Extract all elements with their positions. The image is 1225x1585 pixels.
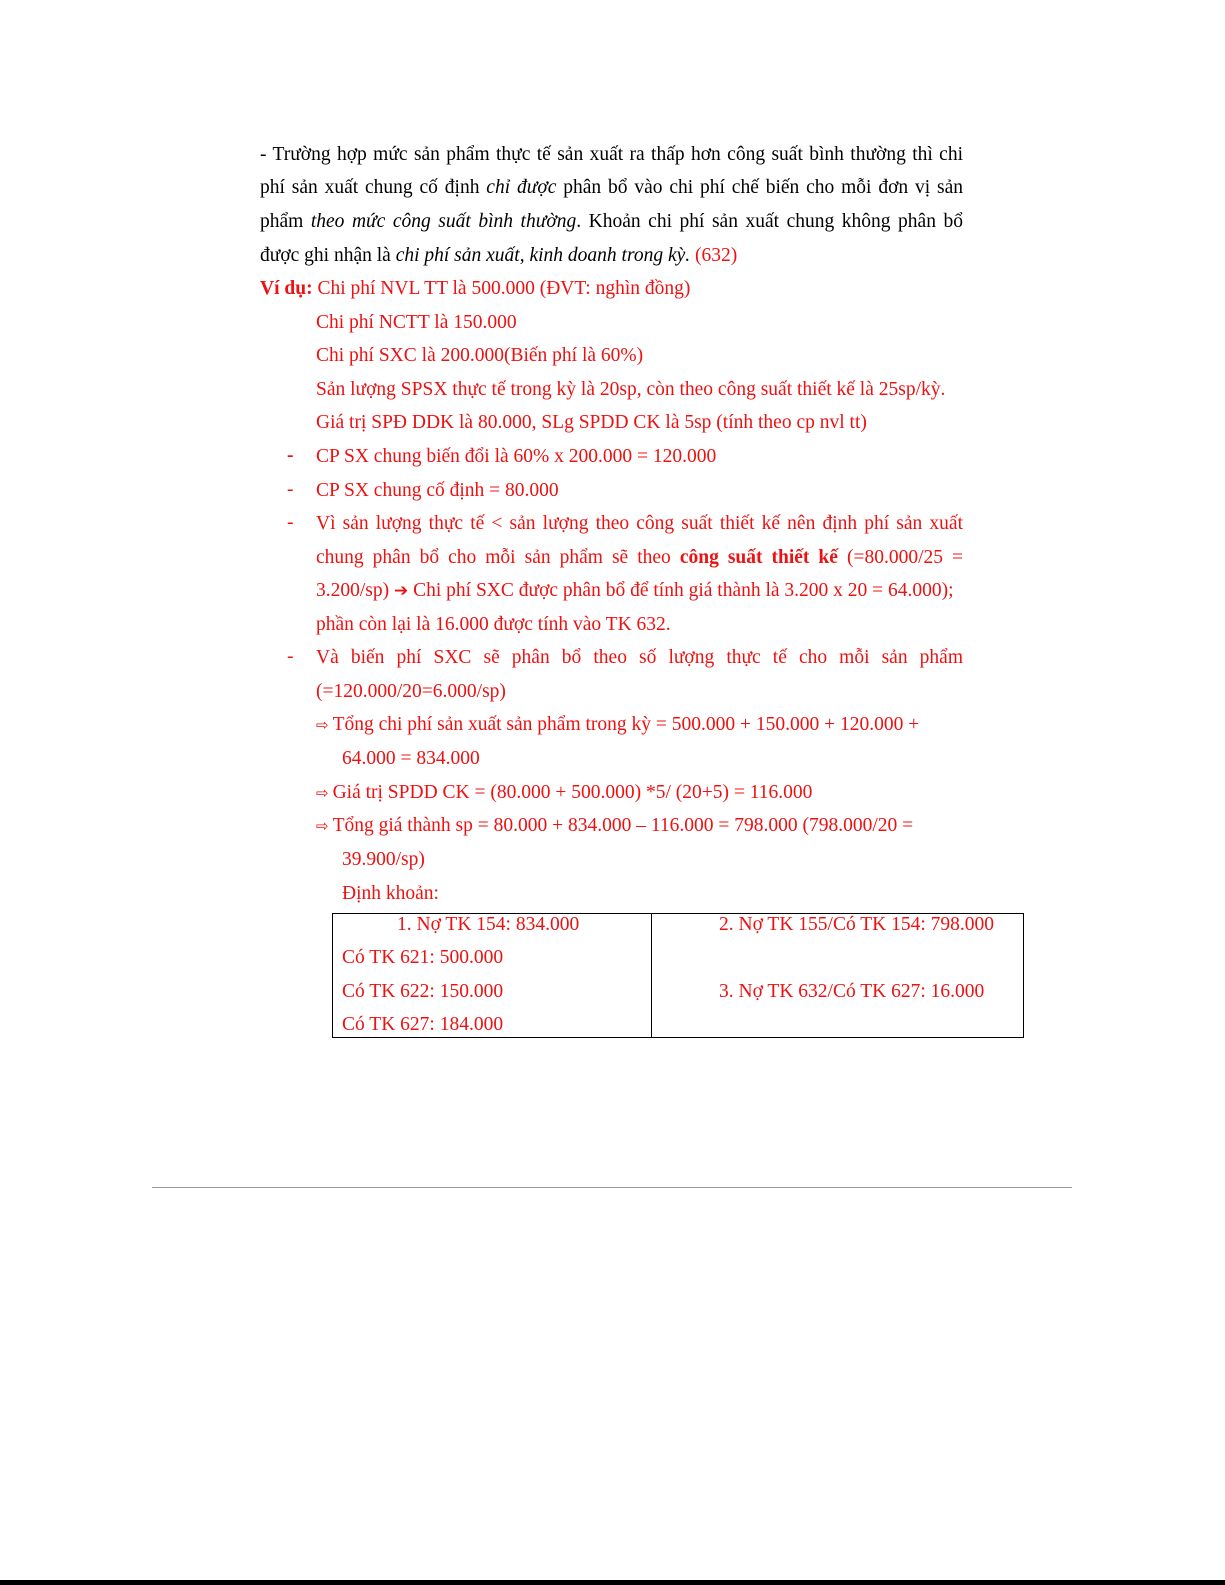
para-italic: theo mức công suất bình thường [310, 211, 577, 232]
example-text: Chi phí NVL TT là 500.000 (ĐVT: nghìn đồng) [312, 278, 691, 299]
hollow-right-arrow-icon: ⇨ [316, 784, 329, 802]
bullet-text: 3.200/sp) [316, 580, 394, 601]
example-line-5: Giá trị SPĐ DDK là 80.000, SLg SPDD CK là 5sp (tính theo cp nvl tt) [316, 412, 867, 433]
table-cell-credit-621: Có TK 621: 500.000 [342, 947, 504, 968]
result-text: Tổng giá thành sp = 80.000 + 834.000 – 116.000 = 798.000 (798.000/20 = [332, 815, 914, 836]
hollow-right-arrow-icon: ⇨ [316, 817, 329, 835]
bullet-2: CP SX chung cố định = 80.000 [316, 480, 559, 501]
para-line-3 [260, 210, 963, 234]
bullet-dash: - [287, 445, 294, 466]
example-label: Ví dụ: [260, 278, 313, 299]
bullet-1: CP SX chung biến đổi là 60% x 200.000 = 120.000 [316, 446, 717, 467]
para-ref: (632) [690, 245, 738, 266]
bullet-text: Chi phí SXC được phân bổ để tính giá thành là 3.200 x 20 = 64.000); [408, 580, 954, 601]
bold-right-arrow-icon: ➔ [394, 581, 409, 601]
result-text: Giá trị SPDD CK = (80.000 + 500.000) *5/ (20+5) = 116.000 [332, 782, 813, 803]
para-text: phí sản xuất chung cố định [260, 177, 487, 198]
bullet-dash: - [287, 512, 294, 533]
para-italic: chỉ được [486, 177, 557, 198]
para-text: được ghi nhận là [260, 245, 396, 266]
para-line-4 [260, 244, 737, 268]
bullet-4-line-2: (=120.000/20=6.000/sp) [316, 681, 506, 702]
example-line-3: Chi phí SXC là 200.000(Biến phí là 60%) [316, 345, 644, 366]
bullet-3-line-1: Vì sản lượng thực tế < sản lượng theo công suất thiết kế nên định phí sản xuất [316, 513, 963, 534]
bullet-4-line-1: Và biến phí SXC sẽ phân bổ theo số lượng thực tế cho mỗi sản phẩm [316, 647, 963, 668]
result-3-line-1 [316, 814, 913, 838]
para-line-1: - Trường hợp mức sản phẩm thực tế sản xuất ra thấp hơn công suất bình thường thì chi [260, 144, 963, 165]
example-line-4: Sản lượng SPSX thực tế trong kỳ là 20sp, còn theo công suất thiết kế là 25sp/kỳ. [316, 379, 946, 400]
entry-label: Định khoản: [342, 883, 439, 904]
table-cell-entry-2: 2. Nợ TK 155/Có TK 154: 798.000 [719, 914, 995, 935]
page-separator [152, 1187, 1072, 1188]
result-2 [316, 781, 812, 805]
result-1-line-2: 64.000 = 834.000 [342, 748, 480, 769]
bullet-dash: - [287, 646, 294, 667]
para-line-2 [260, 176, 963, 200]
result-3-line-2: 39.900/sp) [342, 849, 425, 870]
table-cell-credit-627: Có TK 627: 184.000 [342, 1014, 504, 1035]
page-bottom-edge [0, 1580, 1225, 1585]
table-cell-debit-154: 1. Nợ TK 154: 834.000 [397, 914, 580, 935]
bullet-text: (=80.000/25 = [837, 547, 963, 568]
result-text: Tổng chi phí sản xuất sản phẩm trong kỳ = 500.000 + 150.000 + 120.000 + [332, 714, 920, 735]
bullet-bold: công suất thiết kế [679, 547, 838, 568]
bullet-3-line-3 [316, 579, 954, 603]
bullet-text: chung phân bổ cho mỗi sản phẩm sẽ theo [316, 547, 680, 568]
bullet-3-line-4: phần còn lại là 16.000 được tính vào TK 632. [316, 614, 671, 635]
example-line-2: Chi phí NCTT là 150.000 [316, 312, 517, 333]
para-italic: chi phí sản xuất, kinh doanh trong kỳ. [395, 245, 691, 266]
para-text: . Khoản chi phí sản xuất chung không phân bổ [576, 211, 963, 232]
hollow-right-arrow-icon: ⇨ [316, 716, 329, 734]
bullet-dash: - [287, 479, 294, 500]
para-text: phân bổ vào chi phí chế biến cho mỗi đơn vị sản [556, 177, 963, 198]
table-divider [651, 914, 652, 1037]
para-text: phẩm [260, 211, 311, 232]
table-cell-credit-622: Có TK 622: 150.000 [342, 981, 504, 1002]
bullet-3-line-2 [316, 546, 963, 570]
example-line-1 [260, 277, 690, 301]
result-1-line-1 [316, 713, 919, 737]
journal-entry-table [332, 913, 1024, 1038]
table-cell-entry-3: 3. Nợ TK 632/Có TK 627: 16.000 [719, 981, 985, 1002]
